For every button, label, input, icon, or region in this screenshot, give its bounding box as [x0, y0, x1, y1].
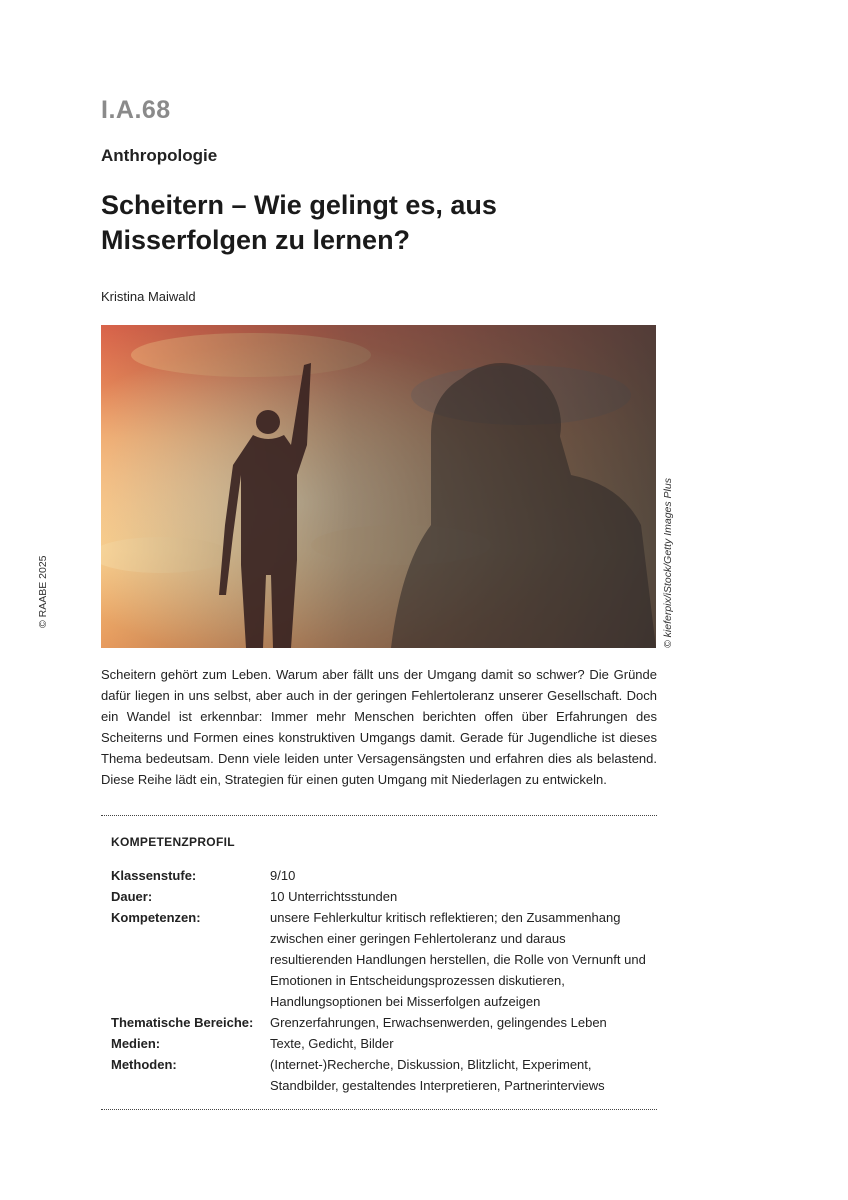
- profile-value: Texte, Gedicht, Bilder: [270, 1036, 394, 1051]
- image-credit: © kieferpix/iStock/Getty Images Plus: [662, 478, 674, 648]
- cover-photo: [101, 325, 656, 648]
- profile-label: Methoden:: [111, 1057, 177, 1072]
- profile-row-competencies: [111, 907, 651, 1012]
- profile-row-methods: [111, 1054, 651, 1096]
- copyright-note: © RAABE 2025: [37, 555, 49, 628]
- profile-value: Grenzerfahrungen, Erwachsenwerden, gelingendes Leben: [270, 1015, 607, 1030]
- page-title: Scheitern – Wie gelingt es, aus Misserfolgen zu lernen?: [101, 190, 497, 255]
- profile-value: 9/10: [270, 868, 296, 883]
- divider-top: [101, 815, 657, 816]
- divider-bottom: [101, 1109, 657, 1110]
- profile-label: Medien:: [111, 1036, 161, 1051]
- profile-heading: KOMPETENZPROFIL: [111, 835, 235, 849]
- profile-value: 10 Unterrichtsstunden: [270, 889, 398, 904]
- profile-label: Kompetenzen:: [111, 910, 201, 925]
- profile-label: Dauer:: [111, 889, 153, 904]
- profile-label: Thematische Bereiche:: [111, 1015, 254, 1030]
- profile-row-topics: [111, 1012, 651, 1033]
- profile-value: unsere Fehlerkultur kritisch reflektieren; den Zusammenhang zwischen einer geringen Fehlertoleranz und daraus resultierenden Handlungen herstellen, die Rolle von Vernunft und Emotionen in Entscheidungsprozessen diskutieren, Handlungsoptionen bei Misserfolgen aufzeigen: [270, 910, 646, 1009]
- unit-code: I.A.68: [101, 96, 171, 124]
- subject-label: Anthropologie: [101, 146, 218, 165]
- profile-row-grade: [111, 865, 651, 886]
- profile-row-duration: [111, 886, 651, 907]
- competence-profile: [111, 865, 651, 1096]
- profile-row-media: [111, 1033, 651, 1054]
- intro-text: Scheitern gehört zum Leben. Warum aber fällt uns der Umgang damit so schwer? Die Gründe dafür liegen in uns selbst, aber auch in der geringen Fehlertoleranz unserer Gesellschaft. Doch ein Wandel ist erkennbar: Immer mehr Menschen berichten offen über Erfahrungen des Scheiterns und Formen eines konstruktiven Umgangs damit. Gerade für Jugendliche ist dieses Thema bedeutsam. Denn viele leiden unter Versagensängsten und erfahren dies als belastend. Diese Reihe lädt ein, Strategien für einen guten Umgang mit Niederlagen zu entwickeln.: [101, 667, 657, 787]
- profile-label: Klassenstufe:: [111, 868, 197, 883]
- author-name: Kristina Maiwald: [101, 289, 196, 304]
- profile-value: (Internet-)Recherche, Diskussion, Blitzlicht, Experiment, Standbilder, gestaltendes Interpretieren, Partnerinterviews: [270, 1057, 605, 1093]
